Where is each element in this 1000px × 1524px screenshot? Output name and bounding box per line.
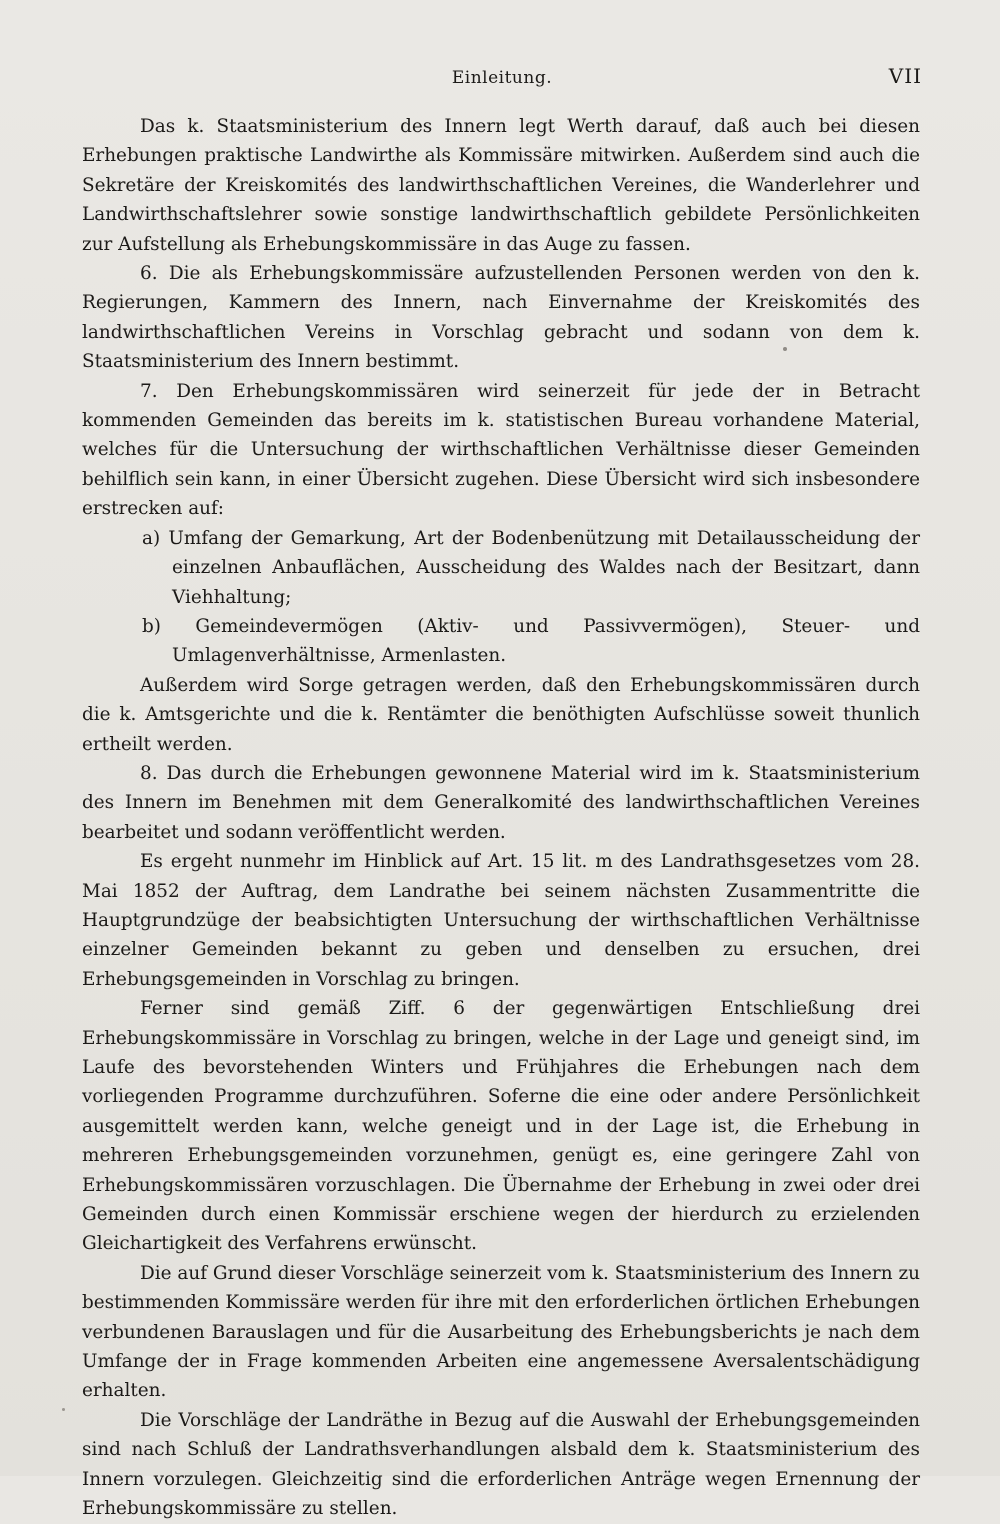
paragraph: Es ergeht nunmehr im Hinblick auf Art. 15 lit. m des Landrathsgesetzes vom 28. Mai 1852 der Auftrag, dem Landrathe bei seinem nächsten Zusammentritte die Hauptgrundzüge der beabsichtigten Untersuchung der wirthschaftlichen Verhältnisse einzelner Gemeinden bekannt zu geben und denselben zu ersuchen, drei Erhebungsgemeinden in Vorschlag zu bringen. [82,851,920,990]
paragraph: 6. Die als Erhebungskommissäre aufzustellenden Personen werden von den k. Regierungen, Kammern des Innern, nach Einvernahme der Kreiskomités des landwirthschaftlichen Vereins in Vorschlag gebracht und sodann von dem k. Staatsministerium des Innern bestimmt. [82,263,920,373]
paragraph: Außerdem wird Sorge getragen werden, daß den Erhebungskommissären durch die k. Amtsgerichte und die k. Rentämter die benöthigten Aufschlüsse soweit thunlich ertheilt werden. [82,674,920,755]
paragraph: 7. Den Erhebungskommissären wird seinerzeit für jede der in Betracht kommenden Gemeinden das bereits im k. statistischen Bureau vorhandene Material, welches für die Untersuchung der wirthschaftlichen Verhältnisse dieser Gemeinden behilflich sein kann, in einer Übersicht zugehen. Diese Übersicht wird sich insbesondere erstrecken auf: [82,380,920,520]
list-item: a) Umfang der Gemarkung, Art der Bodenbenützung mit Detailausscheidung der einzelnen Anbauflächen, Ausscheidung des Waldes nach der Besitzart, dann Viehhaltung; [142,527,920,608]
paragraph: Ferner sind gemäß Ziff. 6 der gegenwärtigen Entschließung drei Erhebungskommissäre in Vorschlag zu bringen, welche in der Lage und geneigt sind, im Laufe des bevorstehenden Winters und Frühjahres die Erhebungen nach dem vorliegenden Programme durchzuführen. Soferne die eine oder andere Persönlichkeit ausgemittelt werden kann, welche geneigt und in der Lage ist, die Erhebung in mehreren Erhebungsgemeinden vorzunehmen, genügt es, eine geringere Zahl von Erhebungskommissären vorzuschlagen. Die Übernahme der Erhebung in zwei oder drei Gemeinden durch einen Kommissär erschiene wegen der hierdurch zu erzielenden Gleichartigkeit des Verfahrens erwünscht. [82,998,920,1255]
list-item: b) Gemeindevermögen (Aktiv- und Passivvermögen), Steuer- und Umlagenverhältnisse, Armenlasten. [142,615,920,667]
ink-speck [62,1408,65,1411]
paragraph: Die auf Grund dieser Vorschläge seinerzeit vom k. Staatsministerium des Innern zu bestimmenden Kommissäre werden für ihre mit den erforderlichen örtlichen Erhebungen verbundenen Barauslagen und für die Ausarbeitung des Erhebungsberichts je nach dem Umfange der in Frage kommenden Arbeiten eine angemessene Aversalentschädigung erhalten. [82,1262,920,1402]
ink-speck [783,347,787,351]
page-number: VII [888,64,922,88]
body-text [82,112,920,1524]
paragraph: Das k. Staatsministerium des Innern legt Werth darauf, daß auch bei diesen Erhebungen praktische Landwirthe als Kommissäre mitwirken. Außerdem sind auch die Sekretäre der Kreiskomités des landwirthschaftlichen Vereines, die Wanderlehrer und Landwirthschaftslehrer sowie sonstige landwirthschaftlich gebildete Persönlichkeiten zur Aufstellung als Erhebungskommissäre in das Auge zu fassen. [82,116,920,255]
paragraph: Die Vorschläge der Landräthe in Bezug auf die Auswahl der Erhebungsgemeinden sind nach Schluß der Landrathsverhandlungen alsbald dem k. Staatsministerium des Innern vorzulegen. Gleichzeitig sind die erforderlichen Anträge wegen Ernennung der Erhebungskommissäre zu stellen. [82,1409,920,1520]
running-head: Einleitung. [451,68,553,88]
paragraph: 8. Das durch die Erhebungen gewonnene Material wird im k. Staatsministerium des Innern im Benehmen mit dem Generalkomité des landwirthschaftlichen Vereines bearbeitet und sodann veröffentlicht werden. [82,762,920,843]
page-header [82,64,922,94]
